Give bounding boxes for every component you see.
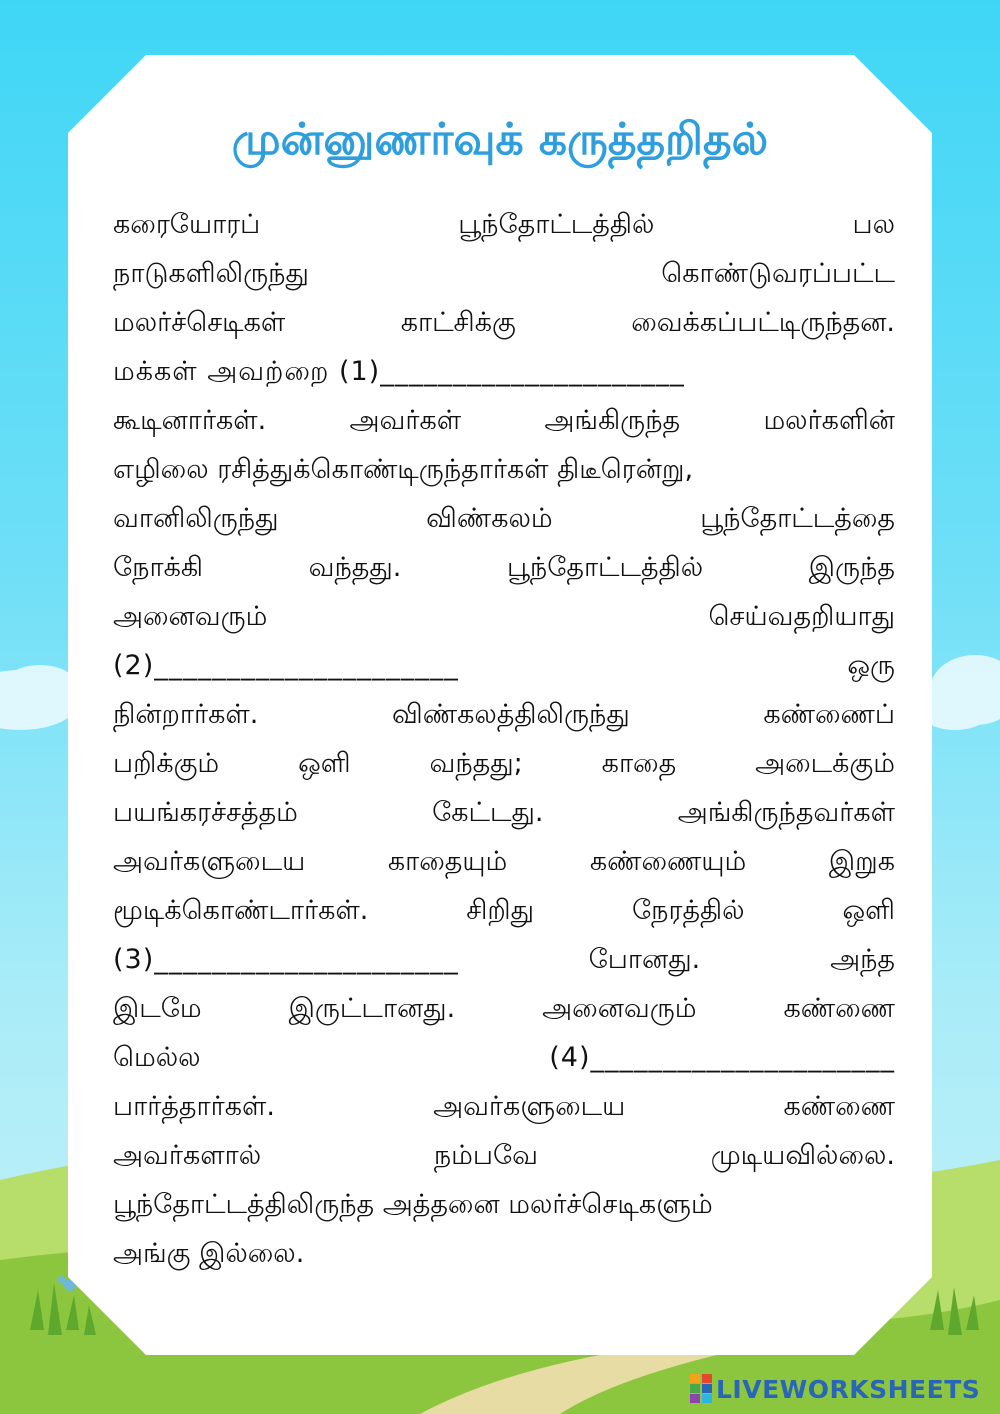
story-line xyxy=(113,1033,895,1082)
story-line xyxy=(113,984,895,1033)
story-word: நின்றார்கள். xyxy=(113,699,259,730)
story-word: பயங்கரச்சத்தம் xyxy=(113,797,298,828)
story-word: கண்ணையும் xyxy=(589,846,747,877)
story-line xyxy=(113,837,895,886)
story-line xyxy=(113,641,895,690)
story-line xyxy=(113,494,895,543)
story-line xyxy=(113,739,895,788)
story-word: ஒளி xyxy=(298,748,351,779)
story-text xyxy=(113,200,895,1278)
story-word: பூந்தோட்டத்திலிருந்த அத்தனை மலர்ச்செடிகளும் xyxy=(113,1189,713,1220)
fill-in-blank[interactable]: மக்கள் அவற்றை (1)_____________________ xyxy=(113,356,685,387)
worksheet-title: முன்னுணர்வுக் கருத்தறிதல் xyxy=(231,114,769,165)
story-word: அங்கு இல்லை. xyxy=(113,1238,305,1269)
story-word: சிறிது xyxy=(466,895,535,926)
story-word: அவர்களால் xyxy=(113,1140,262,1171)
story-line xyxy=(113,445,895,494)
story-word: பார்த்தார்கள். xyxy=(113,1091,275,1122)
story-word: கூடினார்கள். xyxy=(113,405,267,436)
story-word: இருந்த xyxy=(808,552,895,583)
story-word: மூடிக்கொண்டார்கள். xyxy=(113,895,369,926)
fill-in-blank[interactable]: (3)_____________________ xyxy=(113,944,459,975)
liveworksheets-logo-icon xyxy=(690,1374,712,1404)
story-word: கரையோரப் xyxy=(113,209,261,240)
story-word: இருட்டானது. xyxy=(288,993,456,1024)
story-word: பூந்தோட்டத்தில் xyxy=(507,552,704,583)
story-word: அவர்களுடைய xyxy=(113,846,306,877)
story-line xyxy=(113,1229,895,1278)
story-line xyxy=(113,298,895,347)
story-word: பூந்தோட்டத்தில் xyxy=(458,209,655,240)
story-word: அவர்கள் xyxy=(349,405,462,436)
story-word: நோக்கி xyxy=(113,552,203,583)
story-word: ஒரு xyxy=(847,650,895,681)
story-word: கண்ணை xyxy=(783,1091,895,1122)
story-word: கேட்டது. xyxy=(432,797,544,828)
story-line xyxy=(113,886,895,935)
story-word: வைக்கப்பட்டிருந்தன. xyxy=(631,307,895,338)
story-word: விண்கலம் xyxy=(426,503,553,534)
story-line xyxy=(113,396,895,445)
story-word: காட்சிக்கு xyxy=(400,307,516,338)
story-word: அவர்களுடைய xyxy=(433,1091,626,1122)
story-word: பூந்தோட்டத்தை xyxy=(700,503,895,534)
story-word: விண்கலத்திலிருந்து xyxy=(392,699,630,730)
story-word: கண்ணைப் xyxy=(763,699,895,730)
story-word: கண்ணை xyxy=(783,993,895,1024)
story-line xyxy=(113,347,895,396)
story-word: ஒளி xyxy=(842,895,895,926)
brand-name: LIVEWORKSHEETS xyxy=(716,1374,981,1404)
story-word: பறிக்கும் xyxy=(113,748,220,779)
story-word: நம்பவே xyxy=(433,1140,538,1171)
story-line xyxy=(113,1082,895,1131)
story-word: நாடுகளிலிருந்து xyxy=(113,258,309,289)
story-line xyxy=(113,592,895,641)
story-word: மெல்ல xyxy=(113,1042,201,1073)
story-word: கொண்டுவரப்பட்ட xyxy=(661,258,895,289)
story-word: செய்வதறியாது xyxy=(708,601,895,632)
story-line xyxy=(113,1131,895,1180)
story-word: வானிலிருந்து xyxy=(113,503,279,534)
story-line xyxy=(113,543,895,592)
story-word: அந்த xyxy=(830,944,895,975)
story-word: வந்தது; xyxy=(429,748,523,779)
story-word: காதையும் xyxy=(387,846,508,877)
story-word: காதை xyxy=(601,748,677,779)
story-line xyxy=(113,249,895,298)
story-word: மலர்ச்செடிகள் xyxy=(113,307,286,338)
story-word: அனைவரும் xyxy=(542,993,697,1024)
fill-in-blank[interactable]: (2)_____________________ xyxy=(113,650,459,681)
story-word: எழிலை ரசித்துக்கொண்டிருந்தார்கள் திடீரென்று, xyxy=(113,454,694,485)
story-word: பல xyxy=(852,209,895,240)
story-word: அங்கிருந்த xyxy=(544,405,681,436)
story-line xyxy=(113,935,895,984)
story-word: அடைக்கும் xyxy=(755,748,895,779)
story-word: அங்கிருந்தவர்கள் xyxy=(677,797,895,828)
story-line xyxy=(113,200,895,249)
story-word: முடியவில்லை. xyxy=(710,1140,895,1171)
story-word: அனைவரும் xyxy=(113,601,268,632)
story-word: நேரத்தில் xyxy=(632,895,745,926)
story-word: இறுக xyxy=(828,846,895,877)
brand-footer[interactable] xyxy=(690,1372,990,1406)
story-word: இடமே xyxy=(113,993,202,1024)
fill-in-blank[interactable]: (4)_____________________ xyxy=(549,1042,895,1073)
story-line xyxy=(113,788,895,837)
story-word: போனது. xyxy=(588,944,701,975)
story-word: வந்தது. xyxy=(308,552,402,583)
story-word: மலர்களின் xyxy=(763,405,895,436)
story-line xyxy=(113,690,895,739)
story-line xyxy=(113,1180,895,1229)
